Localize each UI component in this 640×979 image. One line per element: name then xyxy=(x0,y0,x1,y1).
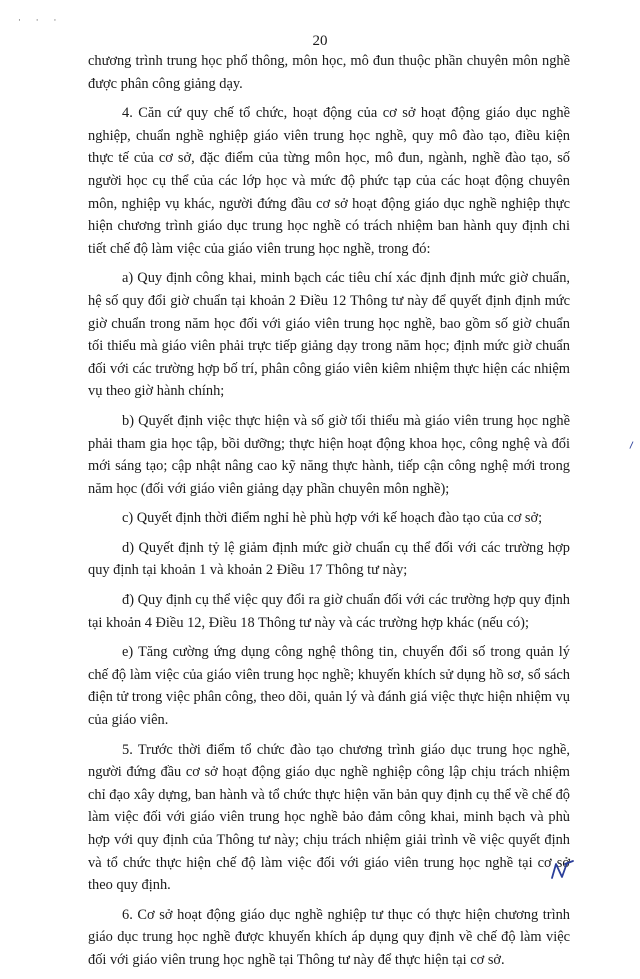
paragraph-clause-4: 4. Căn cứ quy chế tổ chức, hoạt động của cơ sở hoạt động giáo dục nghề nghiệp, chuẩn nghề nghiệp giáo viên trung học nghề, quy mô đào tạo, điều kiện thực tế của cơ sở, đặc điểm của từng môn học, mô đun, ngành, nghề đào tạo, số người học cụ thể của các lớp học và mức độ phức tạp của các hoạt động chuyên môn, nghiệp vụ khác, người đứng đầu cơ sở hoạt động giáo dục nghề nghiệp thực hiện chương trình giáo dục trung học nghề có trách nhiệm ban hành quy định chi tiết chế độ làm việc của giáo viên trung học nghề, trong đó: xyxy=(88,105,570,257)
handwritten-initial-signature xyxy=(548,858,578,884)
paragraph-point-e: e) Tăng cường ứng dụng công nghệ thông tin, chuyển đổi số trong quản lý chế độ làm việc của giáo viên trung học nghề; khuyến khích sử dụng hồ sơ, sổ sách điện tử trong việc phân công, theo dõi, quản lý và đánh giá việc thực hiện nhiệm vụ của giáo viên. xyxy=(88,644,570,729)
scan-speck-marks: · · · xyxy=(18,16,63,26)
paragraph-point-b: b) Quyết định việc thực hiện và số giờ tối thiểu mà giáo viên trung học nghề phải tham gia học tập, bồi dưỡng; thực hiện hoạt động khoa học, công nghệ và đổi mới sáng tạo; cập nhật nâng cao kỹ năng thực hành, tiếp cận công nghệ mới trong năm học (đối với giáo viên giảng dạy phần chuyên môn nghề); xyxy=(88,412,570,497)
paragraph-clause-6: 6. Cơ sở hoạt động giáo dục nghề nghiệp tư thục có thực hiện chương trình giáo dục trung học nghề được khuyến khích áp dụng quy định về chế độ làm việc đối với giáo viên trung học nghề tại Thông tư này để thực hiện tại cơ sở. xyxy=(88,906,570,968)
paragraph-point-dd: đ) Quy định cụ thể việc quy đổi ra giờ chuẩn đối với các trường hợp quy định tại khoản 4 Điều 12, Điều 18 Thông tư này và các trường hợp khác (nếu có); xyxy=(88,592,570,631)
margin-pen-mark: ⸝ xyxy=(623,431,638,452)
paragraph-continuation: chương trình trung học phổ thông, môn học, mô đun thuộc phần chuyên môn nghề được phân công giảng dạy. xyxy=(88,53,570,92)
page-number: 20 xyxy=(312,33,328,49)
paragraph-point-c: c) Quyết định thời điểm nghỉ hè phù hợp với kế hoạch đào tạo của cơ sở; xyxy=(122,510,543,527)
paragraph-clause-5: 5. Trước thời điểm tổ chức đào tạo chương trình giáo dục trung học nghề, người đứng đầu cơ sở hoạt động giáo dục nghề nghiệp công lập chịu trách nhiệm chỉ đạo xây dựng, ban hành và tổ chức thực hiện văn bản quy định cụ thể về chế độ làm việc đối với giáo viên trung học nghề bảo đảm công khai, minh bạch và phù hợp với quy định của Thông tư này; chịu trách nhiệm giải trình về việc quyết định và tổ chức thực hiện chế độ làm việc đối với giáo viên trung học nghề tại cơ sở theo quy định. xyxy=(88,741,570,894)
paragraph-point-d: d) Quyết định tỷ lệ giảm định mức giờ chuẩn cụ thể đối với các trường hợp quy định tại khoản 1 và khoản 2 Điều 17 Thông tư này; xyxy=(88,539,570,579)
document-body xyxy=(88,50,570,979)
paragraph-point-a: a) Quy định công khai, minh bạch các tiêu chí xác định định mức giờ chuẩn, hệ số quy đổi giờ chuẩn tại khoản 2 Điều 12 Thông tư này để quyết định định mức giờ chuẩn trong năm học đối với giáo viên trung học nghề, bao gồm số giờ chuẩn tối thiểu mà giáo viên phải trực tiếp giảng dạy trong năm học; định mức giờ chuẩn đối với các trường hợp bố trí, phân công giáo viên kiêm nhiệm thực hiện các nhiệm vụ theo giờ hành chính; xyxy=(88,270,570,400)
